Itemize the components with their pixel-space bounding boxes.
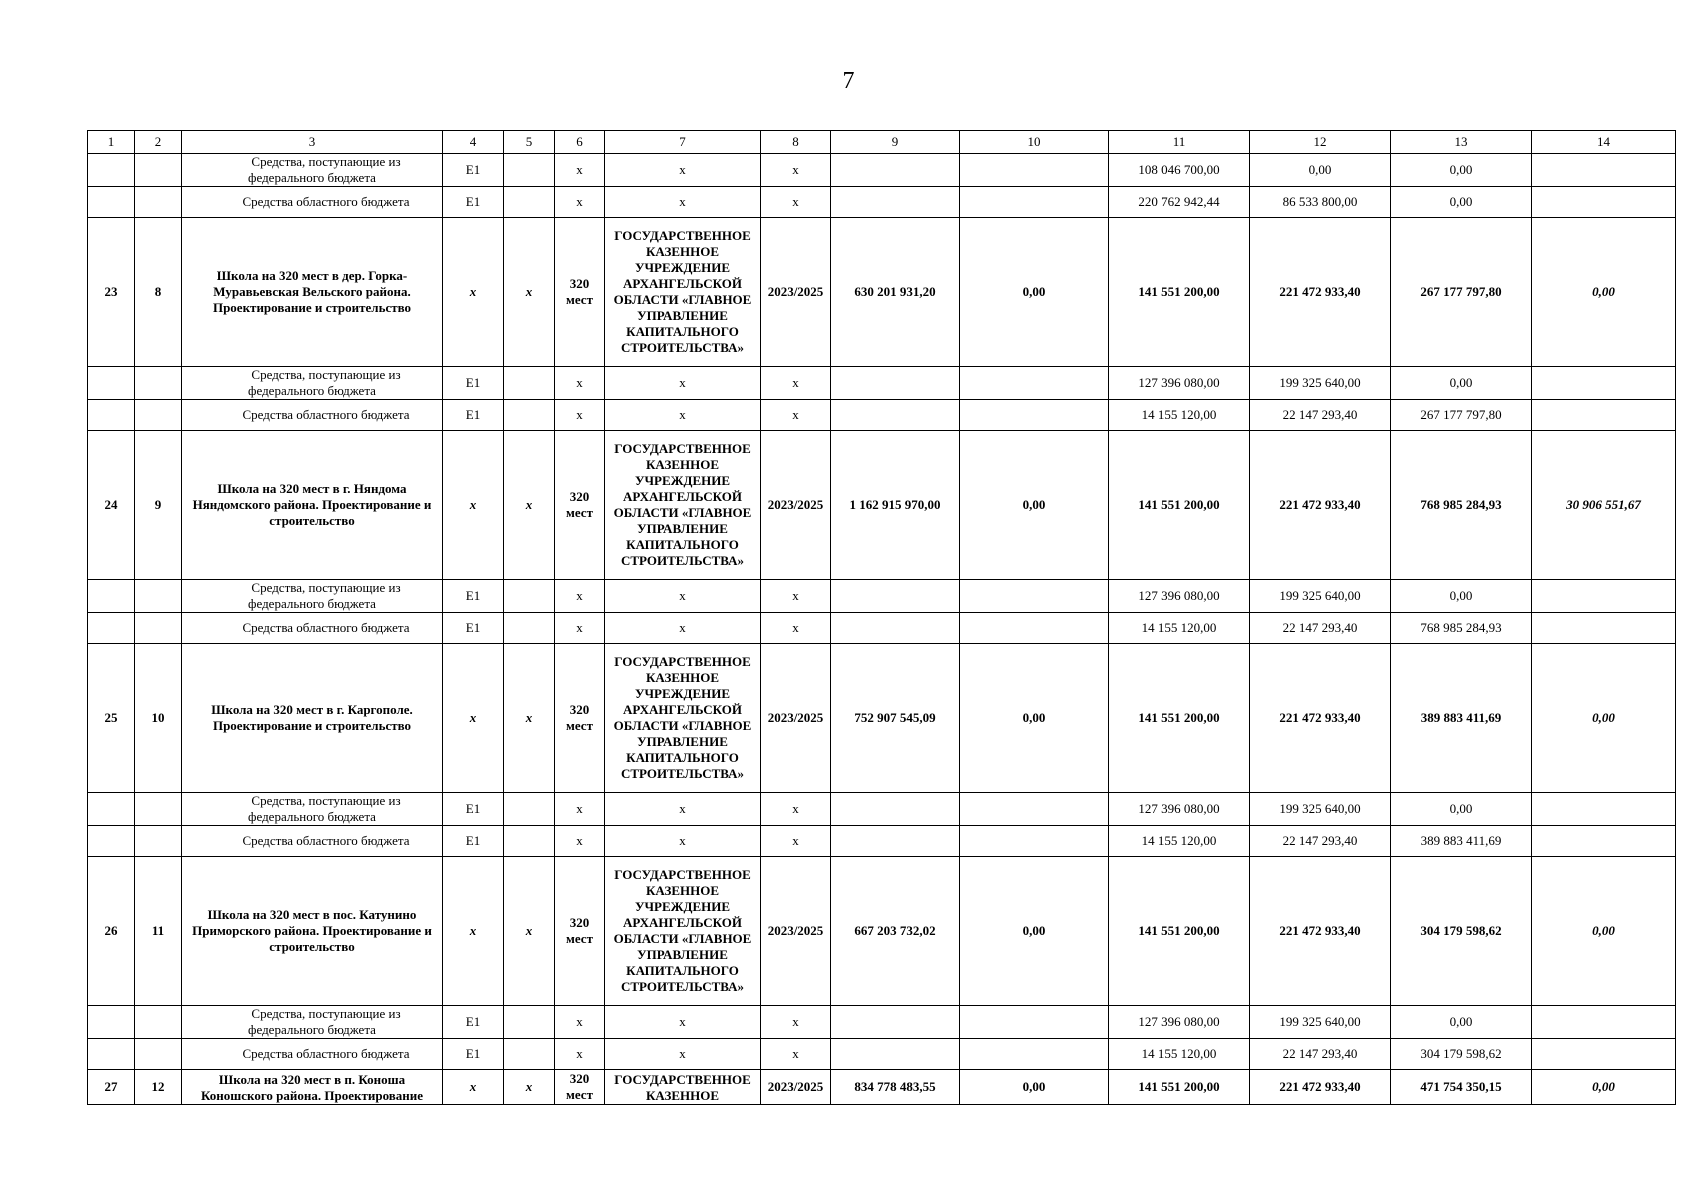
column-header-4: 4 (443, 131, 504, 154)
column-header-11: 11 (1109, 131, 1250, 154)
capacity: 320 мест (555, 431, 605, 580)
column-header-5: 5 (504, 131, 555, 154)
empty-cell (504, 613, 555, 644)
source-label-line2: федерального бюджета (248, 1022, 376, 1037)
x-cell: x (605, 187, 761, 218)
empty-cell (960, 187, 1109, 218)
code-cell: E1 (443, 1039, 504, 1070)
x-cell: x (555, 187, 605, 218)
amount-col13: 267 177 797,80 (1391, 218, 1532, 367)
empty-cell (88, 826, 135, 857)
amount-col13: 0,00 (1391, 187, 1532, 218)
period: 2023/2025 (761, 644, 831, 793)
amount-col9: 1 162 915 970,00 (831, 431, 960, 580)
empty-cell (135, 154, 182, 187)
empty-cell (88, 367, 135, 400)
x-cell: x (443, 218, 504, 367)
organization: ГОСУДАРСТВЕННОЕ КАЗЕННОЕ УЧРЕЖДЕНИЕ АРХАНГЕЛЬСКОЙ ОБЛАСТИ «ГЛАВНОЕ УПРАВЛЕНИЕ КАПИТАЛЬНОГО СТРОИТЕЛЬСТВА» (605, 857, 761, 1006)
amount-col13: 267 177 797,80 (1391, 400, 1532, 431)
amount-col12: 22 147 293,40 (1250, 400, 1391, 431)
amount-col11: 220 762 942,44 (1109, 187, 1250, 218)
amount-col13: 0,00 (1391, 793, 1532, 826)
organization: ГОСУДАРСТВЕННОЕ КАЗЕННОЕ УЧРЕЖДЕНИЕ АРХАНГЕЛЬСКОЙ ОБЛАСТИ «ГЛАВНОЕ УПРАВЛЕНИЕ КАПИТАЛЬНОГО СТРОИТЕЛЬСТВА» (605, 431, 761, 580)
x-cell: x (605, 367, 761, 400)
amount-col11: 127 396 080,00 (1109, 580, 1250, 613)
source-label-text: Средства областного бюджета (242, 620, 410, 635)
empty-cell (1532, 367, 1676, 400)
amount-col10: 0,00 (960, 431, 1109, 580)
amount-col14: 0,00 (1532, 218, 1676, 367)
amount-col10: 0,00 (960, 644, 1109, 793)
amount-col13: 0,00 (1391, 1006, 1532, 1039)
source-label (182, 826, 443, 857)
sub-number: 10 (135, 644, 182, 793)
amount-col13: 768 985 284,93 (1391, 613, 1532, 644)
amount-col13: 0,00 (1391, 580, 1532, 613)
amount-col12: 221 472 933,40 (1250, 1070, 1391, 1105)
federal-source-row (88, 1006, 1676, 1039)
source-label-line2: федерального бюджета (248, 809, 376, 824)
amount-col14: 0,00 (1532, 857, 1676, 1006)
empty-cell (831, 613, 960, 644)
column-header-9: 9 (831, 131, 960, 154)
amount-col12: 199 325 640,00 (1250, 793, 1391, 826)
x-cell: x (761, 580, 831, 613)
column-header-13: 13 (1391, 131, 1532, 154)
source-label (182, 580, 443, 613)
x-cell: x (443, 1070, 504, 1105)
amount-col12: 199 325 640,00 (1250, 367, 1391, 400)
federal-source-row (88, 793, 1676, 826)
capacity: 320 мест (555, 644, 605, 793)
capacity: 320 мест (555, 857, 605, 1006)
source-label-line1: Средства, поступающие из (251, 367, 401, 382)
x-cell: x (443, 431, 504, 580)
amount-col12: 221 472 933,40 (1250, 218, 1391, 367)
empty-cell (960, 400, 1109, 431)
amount-col11: 108 046 700,00 (1109, 154, 1250, 187)
empty-cell (831, 826, 960, 857)
x-cell: x (605, 400, 761, 431)
amount-col11: 127 396 080,00 (1109, 1006, 1250, 1039)
amount-col14: 0,00 (1532, 1070, 1676, 1105)
column-header-10: 10 (960, 131, 1109, 154)
code-cell: E1 (443, 154, 504, 187)
empty-cell (504, 400, 555, 431)
amount-col10: 0,00 (960, 857, 1109, 1006)
regional-source-row (88, 187, 1676, 218)
x-cell: x (761, 400, 831, 431)
code-cell: E1 (443, 367, 504, 400)
amount-col13: 389 883 411,69 (1391, 826, 1532, 857)
x-cell: x (605, 793, 761, 826)
amount-col11: 127 396 080,00 (1109, 793, 1250, 826)
amount-col11: 141 551 200,00 (1109, 431, 1250, 580)
empty-cell (831, 580, 960, 613)
empty-cell (1532, 613, 1676, 644)
empty-cell (831, 793, 960, 826)
x-cell: x (761, 613, 831, 644)
empty-cell (135, 1039, 182, 1070)
x-cell: x (761, 154, 831, 187)
column-header-3: 3 (182, 131, 443, 154)
source-label (182, 400, 443, 431)
code-cell: E1 (443, 613, 504, 644)
sub-number: 12 (135, 1070, 182, 1105)
row-number: 23 (88, 218, 135, 367)
amount-col11: 14 155 120,00 (1109, 826, 1250, 857)
amount-col13: 389 883 411,69 (1391, 644, 1532, 793)
amount-col11: 14 155 120,00 (1109, 1039, 1250, 1070)
amount-col12: 221 472 933,40 (1250, 857, 1391, 1006)
code-cell: E1 (443, 400, 504, 431)
x-cell: x (504, 431, 555, 580)
object-title: Школа на 320 мест в г. Каргополе. Проектирование и строительство (182, 644, 443, 793)
column-header-8: 8 (761, 131, 831, 154)
empty-cell (960, 1039, 1109, 1070)
source-label-line2: федерального бюджета (248, 170, 376, 185)
empty-cell (135, 826, 182, 857)
object-row (88, 644, 1676, 793)
empty-cell (1532, 187, 1676, 218)
x-cell: x (555, 1039, 605, 1070)
organization: ГОСУДАРСТВЕННОЕ КАЗЕННОЕ УЧРЕЖДЕНИЕ АРХАНГЕЛЬСКОЙ ОБЛАСТИ «ГЛАВНОЕ УПРАВЛЕНИЕ КАПИТАЛЬНОГО СТРОИТЕЛЬСТВА» (605, 218, 761, 367)
amount-col10: 0,00 (960, 218, 1109, 367)
object-row-partial (88, 1070, 1676, 1105)
organization: ГОСУДАРСТВЕННОЕ КАЗЕННОЕ (605, 1070, 761, 1105)
federal-source-row (88, 580, 1676, 613)
x-cell: x (504, 857, 555, 1006)
column-header-14: 14 (1532, 131, 1676, 154)
code-cell: E1 (443, 1006, 504, 1039)
source-label-line2: федерального бюджета (248, 596, 376, 611)
column-header-7: 7 (605, 131, 761, 154)
empty-cell (960, 367, 1109, 400)
empty-cell (88, 1006, 135, 1039)
x-cell: x (443, 857, 504, 1006)
empty-cell (135, 400, 182, 431)
empty-cell (88, 154, 135, 187)
source-label-text: Средства областного бюджета (242, 833, 410, 848)
organization: ГОСУДАРСТВЕННОЕ КАЗЕННОЕ УЧРЕЖДЕНИЕ АРХАНГЕЛЬСКОЙ ОБЛАСТИ «ГЛАВНОЕ УПРАВЛЕНИЕ КАПИТАЛЬНОГО СТРОИТЕЛЬСТВА» (605, 644, 761, 793)
amount-col12: 22 147 293,40 (1250, 1039, 1391, 1070)
source-label-line1: Средства, поступающие из (251, 793, 401, 808)
row-number: 24 (88, 431, 135, 580)
code-cell: E1 (443, 826, 504, 857)
row-number: 26 (88, 857, 135, 1006)
period: 2023/2025 (761, 431, 831, 580)
source-label (182, 154, 443, 187)
x-cell: x (605, 1006, 761, 1039)
source-label (182, 1006, 443, 1039)
federal-source-row (88, 367, 1676, 400)
empty-cell (88, 580, 135, 613)
amount-col12: 199 325 640,00 (1250, 1006, 1391, 1039)
source-label (182, 367, 443, 400)
period: 2023/2025 (761, 857, 831, 1006)
source-label (182, 1039, 443, 1070)
empty-cell (960, 826, 1109, 857)
federal-source-row (88, 154, 1676, 187)
x-cell: x (761, 826, 831, 857)
empty-cell (135, 367, 182, 400)
column-header-2: 2 (135, 131, 182, 154)
source-label (182, 793, 443, 826)
empty-cell (504, 154, 555, 187)
source-label (182, 613, 443, 644)
x-cell: x (555, 154, 605, 187)
empty-cell (960, 580, 1109, 613)
source-label-line1: Средства, поступающие из (251, 580, 401, 595)
amount-col11: 141 551 200,00 (1109, 218, 1250, 367)
x-cell: x (605, 580, 761, 613)
x-cell: x (605, 613, 761, 644)
source-label-text: Средства областного бюджета (242, 1046, 410, 1061)
amount-col12: 22 147 293,40 (1250, 826, 1391, 857)
row-number: 25 (88, 644, 135, 793)
amount-col9: 752 907 545,09 (831, 644, 960, 793)
amount-col11: 14 155 120,00 (1109, 400, 1250, 431)
amount-col13: 0,00 (1391, 154, 1532, 187)
x-cell: x (555, 826, 605, 857)
empty-cell (88, 400, 135, 431)
x-cell: x (504, 644, 555, 793)
x-cell: x (555, 400, 605, 431)
x-cell: x (555, 1006, 605, 1039)
period: 2023/2025 (761, 218, 831, 367)
x-cell: x (761, 187, 831, 218)
empty-cell (504, 826, 555, 857)
empty-cell (135, 793, 182, 826)
regional-source-row (88, 826, 1676, 857)
object-row (88, 218, 1676, 367)
amount-col12: 0,00 (1250, 154, 1391, 187)
code-cell: E1 (443, 187, 504, 218)
source-label-text: Средства областного бюджета (242, 407, 410, 422)
object-row (88, 857, 1676, 1006)
empty-cell (135, 187, 182, 218)
header-row (88, 131, 1676, 154)
empty-cell (135, 580, 182, 613)
empty-cell (960, 793, 1109, 826)
empty-cell (504, 1039, 555, 1070)
capacity: 320 мест (555, 218, 605, 367)
column-header-1: 1 (88, 131, 135, 154)
empty-cell (504, 793, 555, 826)
x-cell: x (555, 367, 605, 400)
regional-source-row (88, 613, 1676, 644)
empty-cell (831, 187, 960, 218)
source-label (182, 187, 443, 218)
x-cell: x (504, 1070, 555, 1105)
x-cell: x (555, 580, 605, 613)
amount-col11: 141 551 200,00 (1109, 644, 1250, 793)
empty-cell (831, 1039, 960, 1070)
empty-cell (88, 187, 135, 218)
amount-col9: 667 203 732,02 (831, 857, 960, 1006)
amount-col11: 141 551 200,00 (1109, 1070, 1250, 1105)
amount-col12: 86 533 800,00 (1250, 187, 1391, 218)
amount-col11: 141 551 200,00 (1109, 857, 1250, 1006)
amount-col13: 0,00 (1391, 367, 1532, 400)
source-label-line1: Средства, поступающие из (251, 1006, 401, 1021)
empty-cell (1532, 400, 1676, 431)
amount-col12: 221 472 933,40 (1250, 644, 1391, 793)
amount-col14: 0,00 (1532, 644, 1676, 793)
source-label-text: Средства областного бюджета (242, 194, 410, 209)
x-cell: x (761, 1039, 831, 1070)
empty-cell (1532, 154, 1676, 187)
empty-cell (831, 1006, 960, 1039)
empty-cell (504, 367, 555, 400)
x-cell: x (605, 154, 761, 187)
empty-cell (1532, 1039, 1676, 1070)
x-cell: x (443, 644, 504, 793)
amount-col12: 22 147 293,40 (1250, 613, 1391, 644)
object-title: Школа на 320 мест в дер. Горка-Муравьевская Вельского района. Проектирование и строительство (182, 218, 443, 367)
x-cell: x (555, 793, 605, 826)
x-cell: x (605, 826, 761, 857)
empty-cell (831, 400, 960, 431)
empty-cell (960, 1006, 1109, 1039)
amount-col9: 630 201 931,20 (831, 218, 960, 367)
x-cell: x (761, 1006, 831, 1039)
x-cell: x (555, 613, 605, 644)
empty-cell (88, 793, 135, 826)
budget-table (87, 130, 1676, 1105)
empty-cell (960, 613, 1109, 644)
sub-number: 11 (135, 857, 182, 1006)
amount-col13: 768 985 284,93 (1391, 431, 1532, 580)
source-label-line2: федерального бюджета (248, 383, 376, 398)
code-cell: E1 (443, 793, 504, 826)
page-number: 7 (842, 68, 855, 94)
period: 2023/2025 (761, 1070, 831, 1105)
amount-col11: 127 396 080,00 (1109, 367, 1250, 400)
regional-source-row (88, 1039, 1676, 1070)
amount-col13: 304 179 598,62 (1391, 1039, 1532, 1070)
amount-col9: 834 778 483,55 (831, 1070, 960, 1105)
empty-cell (88, 613, 135, 644)
sub-number: 9 (135, 431, 182, 580)
amount-col14: 30 906 551,67 (1532, 431, 1676, 580)
empty-cell (831, 367, 960, 400)
regional-source-row (88, 400, 1676, 431)
x-cell: x (761, 367, 831, 400)
row-number: 27 (88, 1070, 135, 1105)
empty-cell (135, 613, 182, 644)
empty-cell (831, 154, 960, 187)
amount-col13: 304 179 598,62 (1391, 857, 1532, 1006)
object-title: Школа на 320 мест в пос. Катунино Приморского района. Проектирование и строительство (182, 857, 443, 1006)
empty-cell (1532, 1006, 1676, 1039)
empty-cell (135, 1006, 182, 1039)
amount-col12: 199 325 640,00 (1250, 580, 1391, 613)
empty-cell (504, 580, 555, 613)
amount-col11: 14 155 120,00 (1109, 613, 1250, 644)
empty-cell (960, 154, 1109, 187)
empty-cell (1532, 580, 1676, 613)
code-cell: E1 (443, 580, 504, 613)
empty-cell (504, 1006, 555, 1039)
column-header-6: 6 (555, 131, 605, 154)
capacity: 320 мест (555, 1070, 605, 1105)
column-header-12: 12 (1250, 131, 1391, 154)
empty-cell (1532, 826, 1676, 857)
object-title: Школа на 320 мест в г. Няндома Няндомского района. Проектирование и строительство (182, 431, 443, 580)
amount-col12: 221 472 933,40 (1250, 431, 1391, 580)
amount-col10: 0,00 (960, 1070, 1109, 1105)
empty-cell (504, 187, 555, 218)
object-row (88, 431, 1676, 580)
source-label-line1: Средства, поступающие из (251, 154, 401, 169)
amount-col13: 471 754 350,15 (1391, 1070, 1532, 1105)
empty-cell (88, 1039, 135, 1070)
x-cell: x (605, 1039, 761, 1070)
x-cell: x (761, 793, 831, 826)
empty-cell (1532, 793, 1676, 826)
x-cell: x (504, 218, 555, 367)
sub-number: 8 (135, 218, 182, 367)
object-title: Школа на 320 мест в п. Коноша Коношского района. Проектирование (182, 1070, 443, 1105)
